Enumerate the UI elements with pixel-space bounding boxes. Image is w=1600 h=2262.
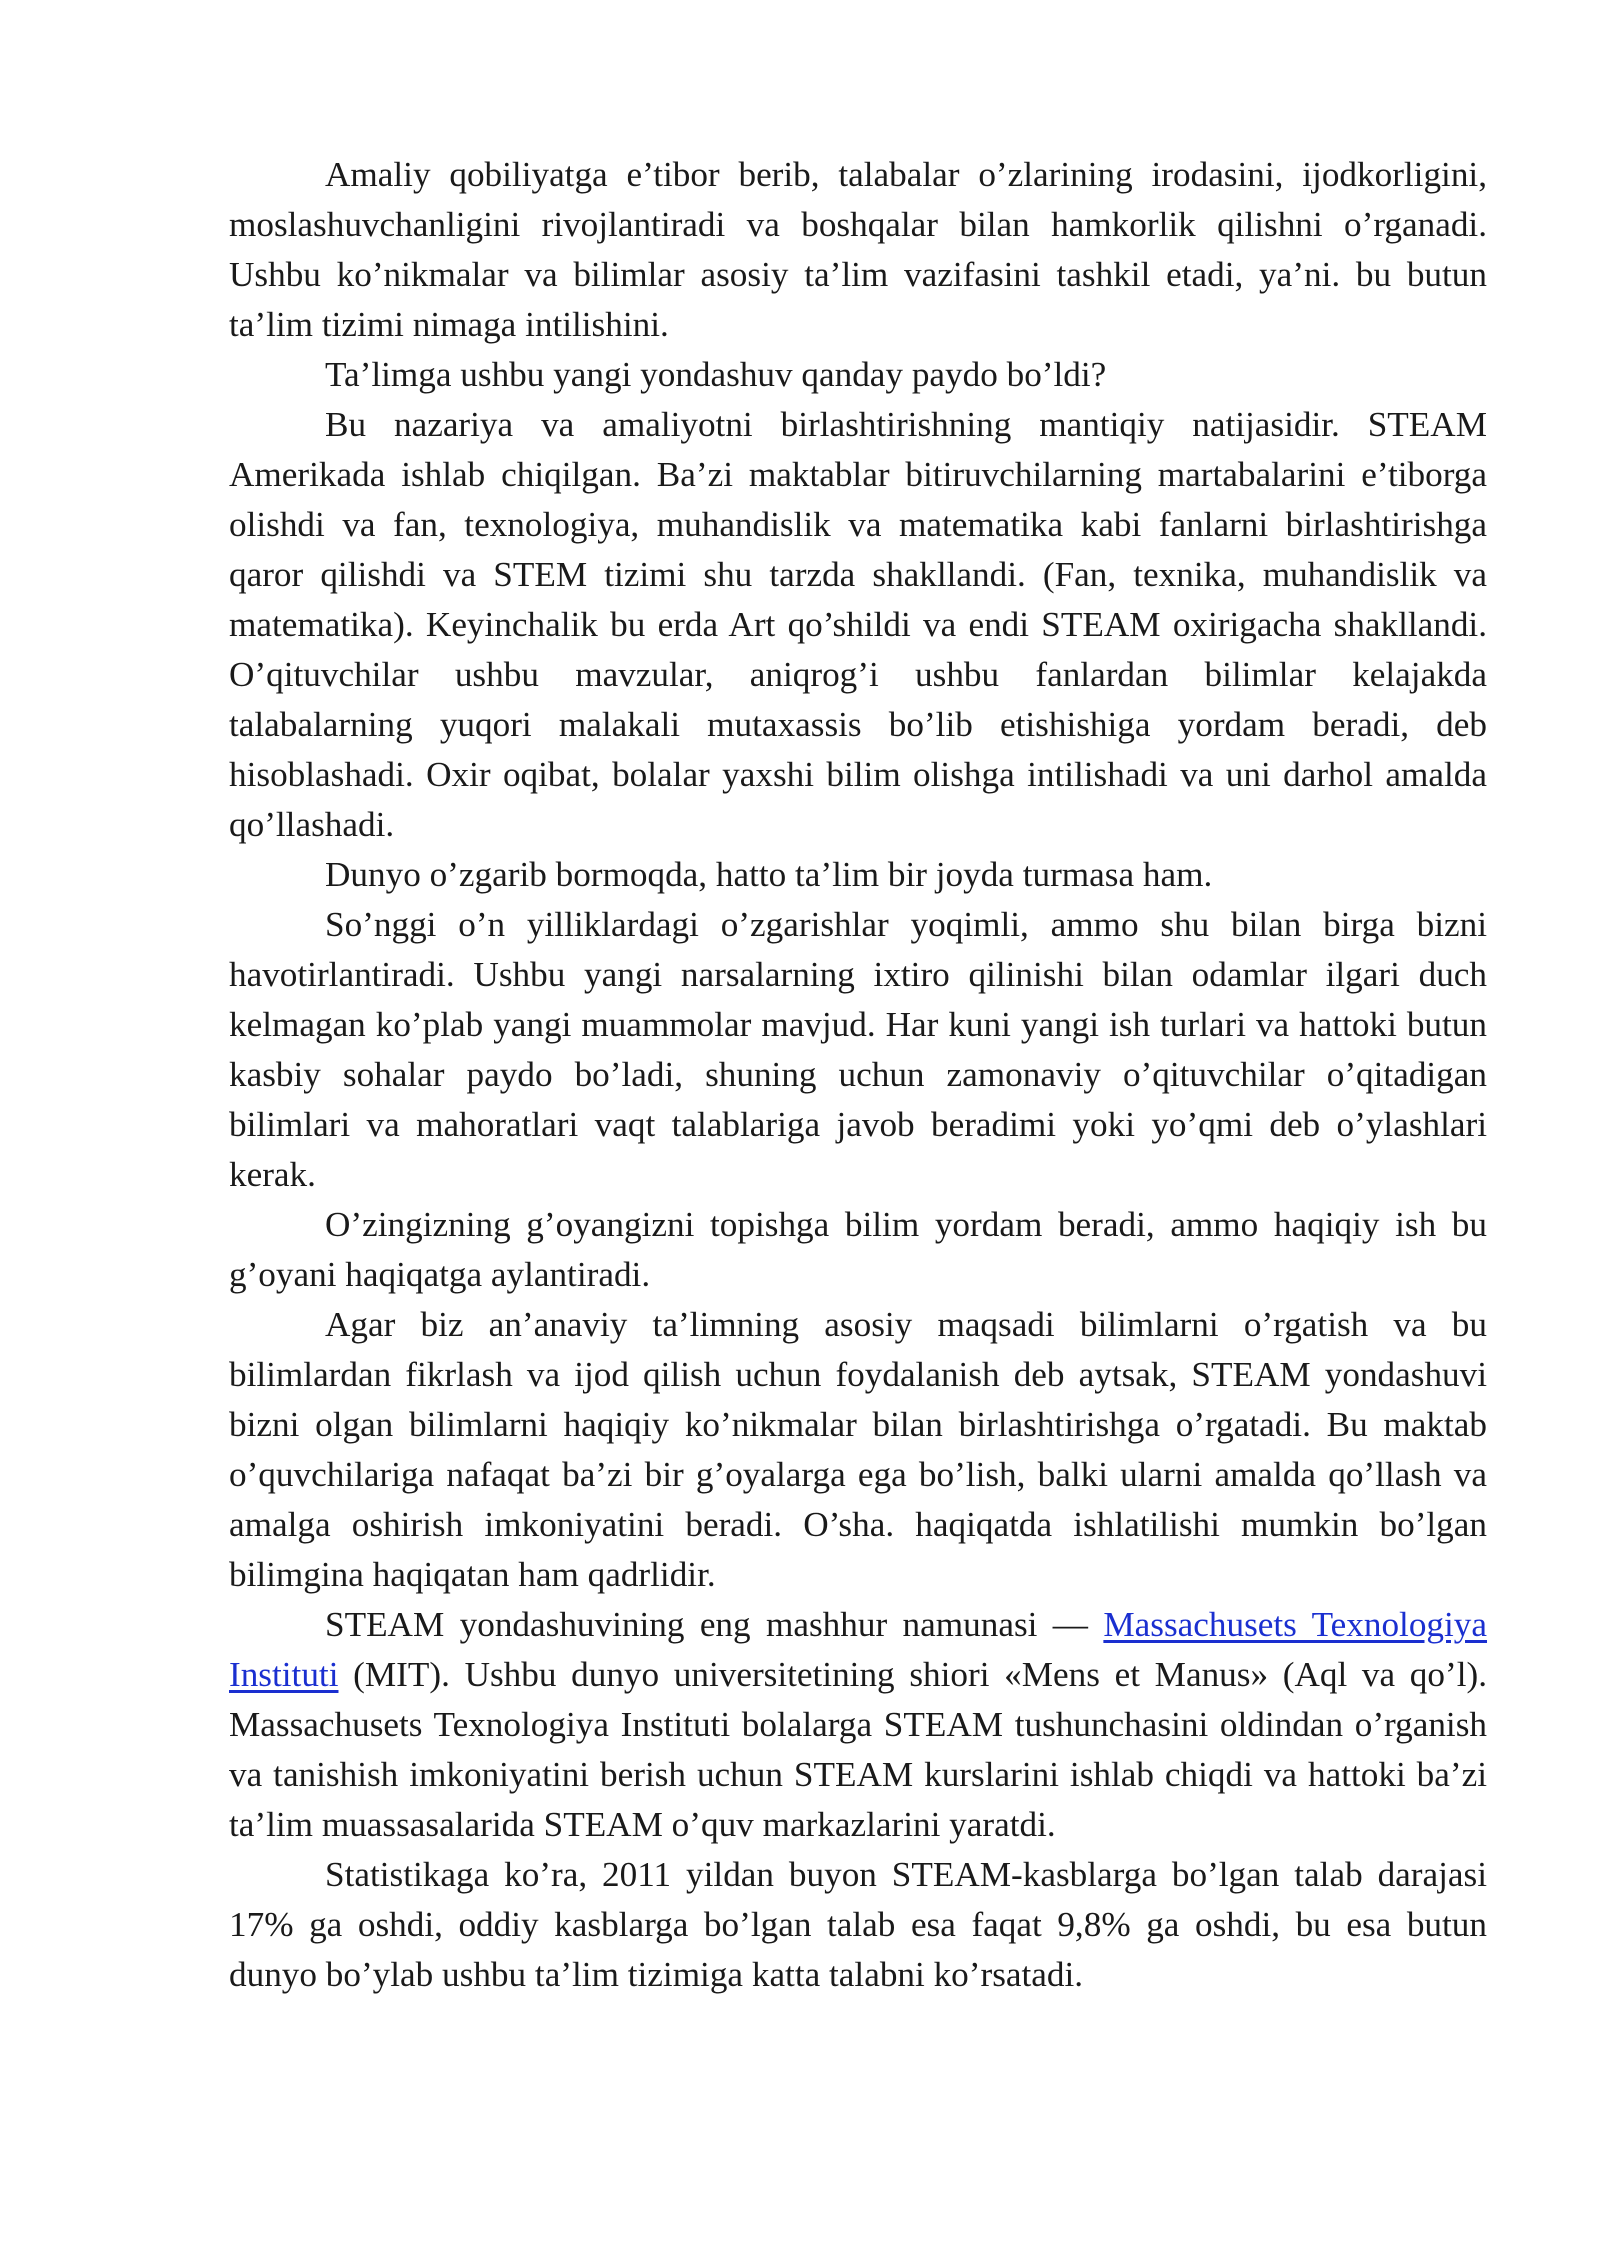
document-page [229, 150, 1487, 2000]
paragraph-recent-changes: So’nggi o’n yilliklardagi o’zgarishlar yoqimli, ammo shu bilan birga bizni havotirlantiradi. Ushbu yangi narsalarning ixtiro qilinishi bilan odamlar ilgari duch kelmagan ko’plab yangi muammolar mavjud. Har kuni yangi ish turlari va hattoki butun kasbiy sohalar paydo bo’ladi, shuning uchun zamonaviy o’qituvchilar o’qitadigan bilimlari va mahoratlari vaqt talablariga javob beradimi yoki yo’qmi deb o’ylashlari kerak. [229, 905, 1487, 1194]
paragraph-world-changing: Dunyo o’zgarib bormoqda, hatto ta’lim bir joyda turmasa ham. [325, 855, 1213, 894]
mit-text-after: (MIT). Ushbu dunyo universitetining shiori «Mens et Manus» (Aql va qo’l). Massachusets Texnologiya Instituti bolalarga STEAM tushunchasini oldindan o’rganish va tanishish imkoniyatini berish uchun STEAM kurslarini ishlab chiqdi va hattoki ba’zi ta’lim muassasalarida STEAM o’quv markazlarini yaratdi. [229, 1655, 1487, 1844]
paragraph-question: Ta’limga ushbu yangi yondashuv qanday paydo bo’ldi? [325, 355, 1107, 394]
paragraph-traditional-education: Agar biz an’anaviy ta’limning asosiy maqsadi bilimlarni o’rgatish va bu bilimlardan fikrlash va ijod qilish uchun foydalanish deb aytsak, STEAM yondashuvi bizni olgan bilimlarni haqiqiy ko’nikmalar bilan birlashtirishga o’rgatadi. Bu maktab o’quvchilariga nafaqat ba’zi bir g’oyalarga ega bo’lish, balki ularni amalda qo’llash va amalga oshirish imkoniyatini beradi. O’sha. haqiqatda ishlatilishi mumkin bo’lgan bilimgina haqiqatan ham qadrlidir. [229, 1305, 1487, 1594]
paragraph-ideas: O’zingizning g’oyangizni topishga bilim yordam beradi, ammo haqiqiy ish bu g’oyani haqiqatga aylantiradi. [229, 1205, 1487, 1294]
paragraph-statistics: Statistikaga ko’ra, 2011 yildan buyon STEAM-kasblarga bo’lgan talab darajasi 17% ga oshdi, oddiy kasblarga bo’lgan talab esa faqat 9,8% ga oshdi, bu esa butun dunyo bo’ylab ushbu ta’lim tizimiga katta talabni ko’rsatadi. [229, 1855, 1487, 1994]
paragraph-mit [229, 1600, 1487, 1850]
paragraph-steam-origin: Bu nazariya va amaliyotni birlashtirishning mantiqiy natijasidir. STEAM Amerikada ishlab chiqilgan. Ba’zi maktablar bitiruvchilarning martabalarini e’tiborga olishdi va fan, texnologiya, muhandislik va matematika kabi fanlarni birlashtirishga qaror qilishdi va STEM tizimi shu tarzda shakllandi. (Fan, texnika, muhandislik va matematika). Keyinchalik bu erda Art qo’shildi va endi STEAM oxirigacha shakllandi. O’qituvchilar ushbu mavzular, aniqrog’i ushbu fanlardan bilimlar kelajakda talabalarning yuqori malakali mutaxassis bo’lib etishishiga yordam beradi, deb hisoblashadi. Oxir oqibat, bolalar yaxshi bilim olishga intilishadi va uni darhol amalda qo’llashadi. [229, 405, 1487, 844]
paragraph-practical-skills: Amaliy qobiliyatga e’tibor berib, talabalar o’zlarining irodasini, ijodkorligini, moslashuvchanligini rivojlantiradi va boshqalar bilan hamkorlik qilishni o’rganadi. Ushbu ko’nikmalar va bilimlar asosiy ta’lim vazifasini tashkil etadi, ya’ni. bu butun ta’lim tizimi nimaga intilishini. [229, 155, 1487, 344]
mit-text-before: STEAM yondashuvining eng mashhur namunasi — [325, 1605, 1104, 1644]
mit-link[interactable]: Massachusets Texnologiya Instituti [229, 1605, 1488, 1694]
